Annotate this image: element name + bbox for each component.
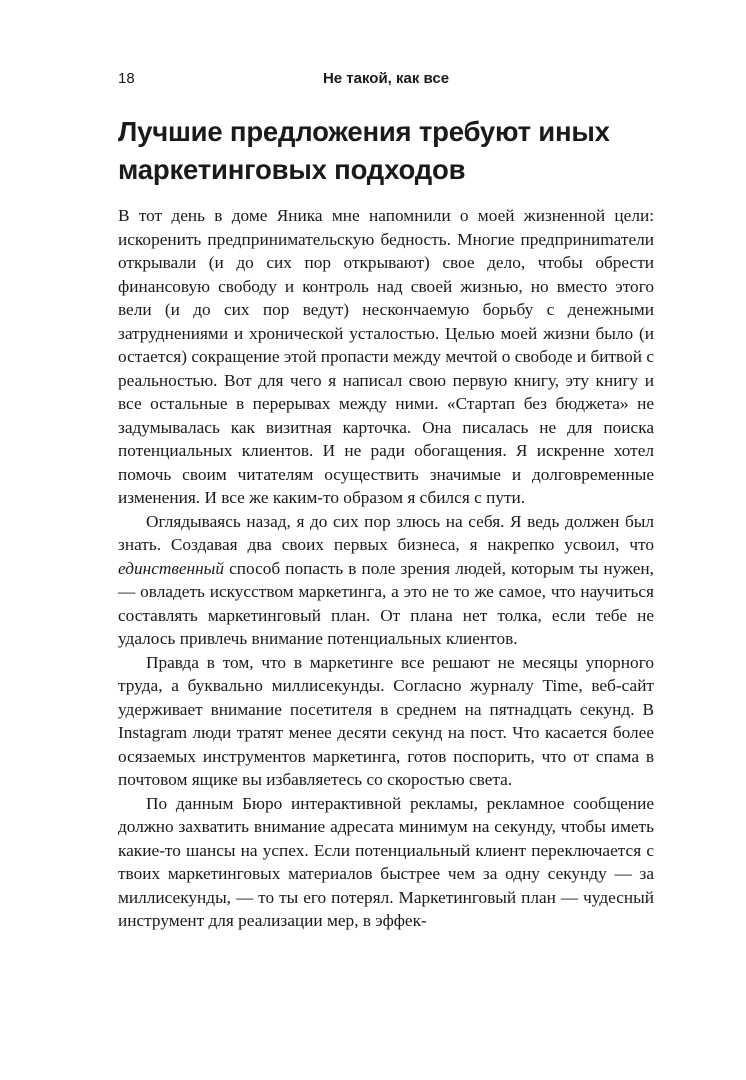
paragraph-2-start: Оглядываясь назад, я до сих пор злюсь на себя. Я ведь должен был знать. Создавая два своих первых бизнеса, я накрепко усвоил, что: [118, 511, 654, 554]
paragraph-3: Правда в том, что в маркетинге все решают не месяцы упорного труда, а буквально миллисекунды. Согласно журналу Time, веб-сайт удерживает внимание посетителя в среднем на пятнадцать секунд. В Instagram люди тратят менее десяти секунд на пост. Что касается более осязаемых инструментов маркетинга, готов поспорить, что от спама в почтовом ящике вы избавляетесь со скоростью света.: [118, 652, 654, 789]
section-heading-line-1: Лучшие предложения требуют иных: [118, 116, 610, 147]
running-head: [118, 70, 654, 94]
running-title: Не такой, как все: [322, 70, 450, 87]
body-text: [118, 204, 654, 933]
book-page: [118, 0, 654, 1080]
section-heading-line-2: маркетинговых подходов: [118, 154, 466, 185]
paragraph-1: В тот день в доме Яника мне напомнили о моей жизненной цели: искоренить предпринимательскую бедность. Многие предприниmатели открывали (и до сих пор открывают) свое дело, чтобы обрести финансовую свободу и контроль над своей жизнью, но вместо этого вели (и до сих пор ведут) нескончаемую борьбу с денежными затруднениями и хронической усталостью. Целью моей жизни было (и остается) сокращение этой пропасти между мечтой о свободе и битвой с реальностью. Вот для чего я написал свою первую книгу, эту книгу и все остальные в перерывах между ними. «Стартап без бюджета» не задумывалась как визитная карточка. Она писалась не для поиска потенциальных клиентов. И не ради обогащения. Я искренне хотел помочь своим читателям осуществить значимые и долговременные изменения. И все же каким-то образом я сбился с пути.: [118, 206, 654, 507]
paragraph-2-end: способ попасть в поле зрения людей, которым ты нужен, — овладеть искусством маркетинга, а это не то же самое, что научиться составлять маркетинговый план. От плана нет толка, если тебе не удалось привлечь внимание потенциальных клиентов.: [118, 558, 654, 648]
section-heading: [118, 113, 654, 189]
paragraph-4: По данным Бюро интерактивной рекламы, рекламное сообщение должно захватить внимание адресата минимум на секунду, чтобы иметь какие-то шансы на успех. Если потенциальный клиент переключается с твоих маркетинговых материалов быстрее чем за одну секунду — за миллисекунды, — то ты его потерял. Маркетинговый план — чудесный инструмент для реализации мер, в эффек-: [118, 793, 654, 930]
paragraph-2: [118, 510, 654, 651]
page-number: 18: [118, 70, 135, 87]
emphasis-word: единственный: [118, 558, 225, 578]
